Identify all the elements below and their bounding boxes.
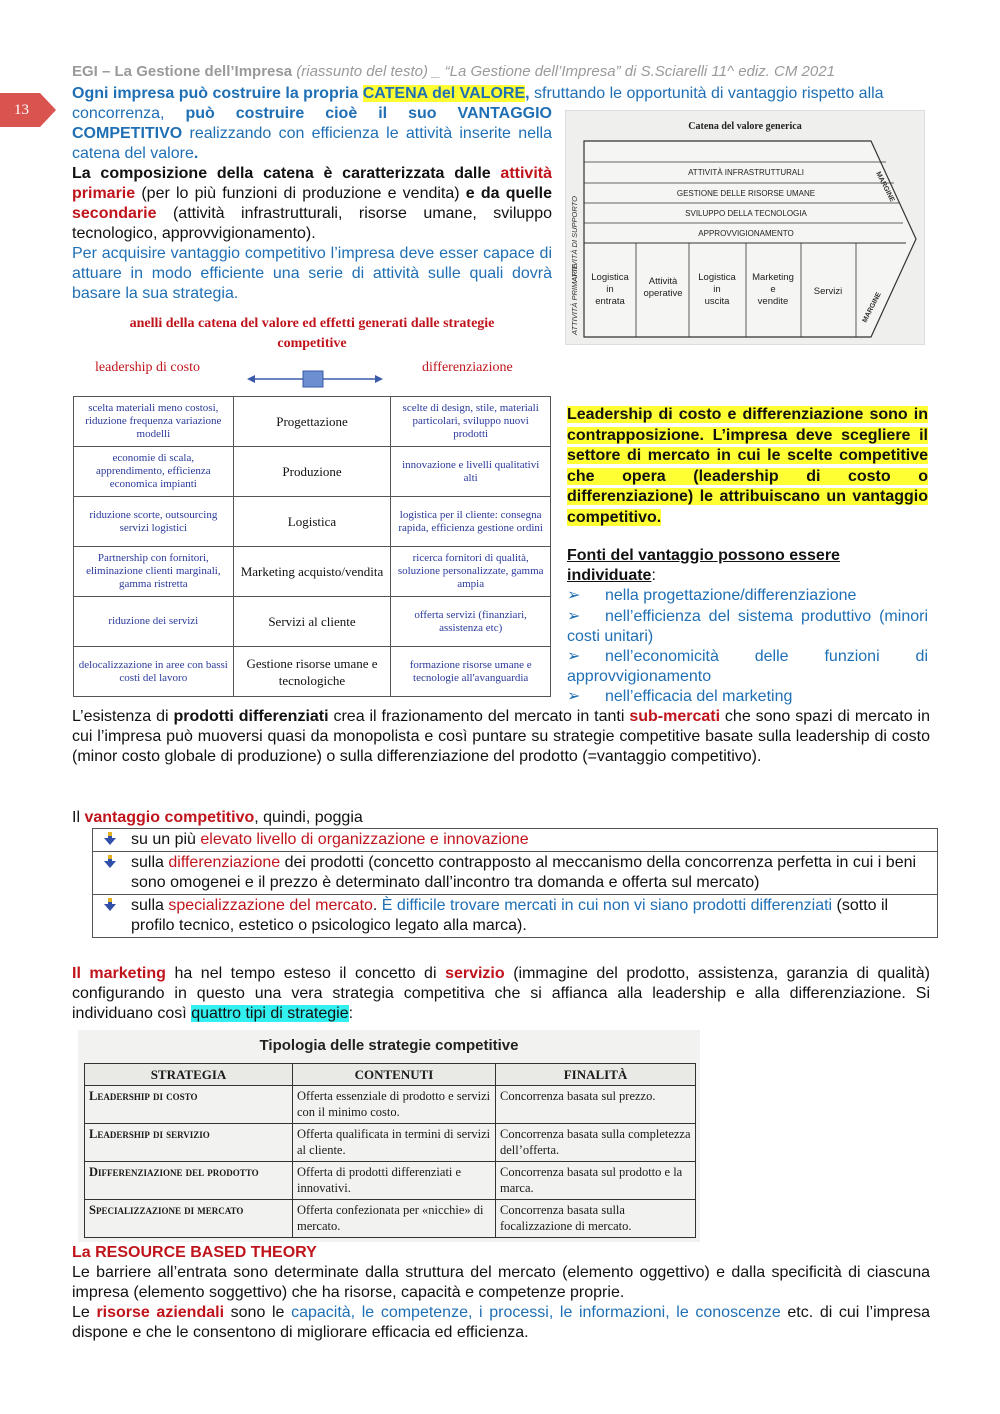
vantaggio-basis-cell: sulla specializzazione del mercato. È difficile trovare mercati in cui non vi siano prodotti differenziati (sotto il profilo tecnico, estetico o psicologico legato alla marca). [93, 895, 938, 938]
strategy-name-cell: Differenziazione del prodotto [85, 1162, 293, 1200]
strategy-goal-cell: Concorrenza basata sulla focalizzazione di mercato. [496, 1200, 696, 1238]
primary-activity-line: Logistica [591, 272, 629, 283]
course-title: EGI – La Gestione dell’Impresa [72, 63, 293, 80]
intro-part1: Ogni impresa può costruire la propria [72, 85, 363, 102]
differenziazione-heading: differenziazione [422, 360, 513, 375]
risorse-aziendali: risorse aziendali [96, 1304, 225, 1321]
comp-table-row [74, 397, 551, 447]
comp-d: e da quelle [465, 185, 553, 202]
comp-f: (attività infrastrutturali, risorse umane, sviluppo tecnologico, approvvigionamento). [72, 205, 552, 242]
strategy-name-cell: Specializzazione di mercato [85, 1200, 293, 1238]
leadership-costo-heading: leadership di costo [95, 360, 200, 375]
strategy-content-cell: Offerta confezionata per «nicchie» di mercato. [293, 1200, 496, 1238]
down-arrow-bullet-icon [103, 832, 117, 846]
comp-table-row [74, 597, 551, 647]
support-activity-4: APPROVVIGIONAMENTO [698, 229, 794, 238]
prodotti-differenziati-paragraph: L’esistenza di prodotti differenziati crea il frazionamento del mercato in tanti sub-mercati che sono spazi di mercato in cui l’impresa può muoversi quasi da monopolista e così puntare su strategie competitive basate sulla leadership di costo (minor costo globale di produzione) o sulla differenziazione del prodotto (=vantaggio competitivo). [72, 708, 931, 765]
arrow-bullet-icon: ➢ [567, 688, 581, 706]
strategies-row [85, 1200, 696, 1238]
strategy-goal-cell: Concorrenza basata sul prodotto e la marca. [496, 1162, 696, 1200]
rbt-paragraph-2: Le risorse aziendali sono le capacità, le competenze, i processi, le informazioni, le conoscenze etc. di cui l’impresa dispone e che le consentono di migliorare efficacia ed efficienza. [72, 1304, 931, 1341]
comp-primarie: attività primarie [72, 165, 552, 202]
page-number: 13 [14, 102, 29, 118]
fonti-heading: Fonti del vantaggio possono essere individuate: [567, 547, 840, 585]
arrow-bullet-icon: ➢ [567, 587, 581, 605]
comp-effects-table [73, 396, 551, 697]
strategy-content-cell: Offerta di prodotti differenziati e innovativi. [293, 1162, 496, 1200]
primary-activity-line: operative [643, 288, 683, 299]
fonti-item: ➢ nell’economicità delle funzioni di approvvigionamento [567, 648, 928, 686]
intro-comma: , [525, 85, 530, 102]
comp-table-row [74, 497, 551, 547]
down-arrow-bullet-icon [103, 898, 117, 912]
comp-cell-anello: Gestione risorse umane e tecnologiche [233, 647, 391, 697]
comp-cell-costo: scelta materiali meno costosi, riduzione frequenza variazione modelli [74, 397, 234, 447]
vantaggio-a2: può costruire cioè il suo VANTAGGIO COMPETITIVO [72, 105, 552, 142]
arrow-bullet-icon: ➢ [567, 648, 581, 666]
strategy-content-cell: Offerta essenziale di prodotto e servizi con il minimo costo. [293, 1086, 496, 1124]
comp-cell-anello: Progettazione [233, 397, 391, 447]
comp-table-row [74, 447, 551, 497]
double-arrow-icon [245, 368, 385, 390]
strategies-title: Tipologia delle strategie competitive [259, 1037, 519, 1054]
strategies-row [85, 1124, 696, 1162]
vantaggio-basis-cell: su un più elevato livello di organizzazione e innovazione [93, 829, 938, 852]
primary-activity-line: vendite [757, 296, 789, 307]
vantaggio-competitivo: vantaggio competitivo [84, 809, 255, 826]
margin-label-bottom: MARGINE [861, 291, 883, 324]
intro-part2: sfruttando le opportunità di vantaggio rispetto alla [529, 85, 884, 102]
comp-cell-differenziazione: innovazione e livelli qualitativi alti [391, 447, 551, 497]
comp-table-row [74, 647, 551, 697]
page-header [72, 62, 932, 82]
strategies-table [84, 1063, 696, 1238]
support-activities-label: ATTIVITÀ DI SUPPORTO [570, 196, 579, 282]
vantaggio-basis-row [93, 895, 938, 938]
fonti-item: ➢ nell’efficacia del marketing [567, 687, 928, 707]
rbt-paragraph-1: Le barriere all’entrata sono determinate dalla struttura del mercato (elemento oggettivo) e dalla specificità di ciascuna impresa (elemento soggettivo) che ha risorse, capacità e competenze proprie. [72, 1264, 930, 1301]
primary-activity-line: entrata [595, 296, 625, 307]
comp-secondarie: secondarie [72, 205, 157, 222]
primary-activity-line: Attività [648, 276, 678, 287]
strategies-row [85, 1162, 696, 1200]
sub-mercati: sub-mercati [629, 708, 721, 725]
vantaggio-paragraph [72, 104, 552, 164]
arrow-bullet-icon: ➢ [567, 607, 581, 625]
comp-cell-differenziazione: ricerca fornitori di qualità, soluzione personalizzate, gamma ampia [391, 547, 551, 597]
catena-highlight: CATENA del VALORE [362, 85, 526, 102]
leadership-vs-differenziazione-note [567, 405, 928, 528]
comp-cell-costo: riduzione scorte, outsourcing servizi logistici [74, 497, 234, 547]
comp-cell-costo: delocalizzazione in aree con bassi costi del lavoro [74, 647, 234, 697]
vantaggio-basis-table [92, 828, 938, 938]
strategy-goal-cell: Concorrenza basata sul prezzo. [496, 1086, 696, 1124]
primary-activity-line: in [713, 284, 721, 295]
strategies-header-strategia: STRATEGIA [85, 1064, 293, 1086]
support-activity-3: SVILUPPO DELLA TECNOLOGIA [685, 209, 807, 218]
fonti-vantaggio [567, 546, 928, 708]
vantaggio-basis-row [93, 829, 938, 852]
fonti-vantaggio-word: vantaggio [638, 547, 714, 564]
comp-table-row [74, 547, 551, 597]
intro-line [72, 84, 930, 104]
vantaggio-a3: realizzando con efficienza le attività inserite nella catena del valore [72, 125, 552, 162]
strategies-row [85, 1086, 696, 1124]
prodotti-differenziati: prodotti differenziati [173, 708, 329, 725]
fonti-item: ➢ nell’efficienza del sistema produttivo (minori costi unitari) [567, 607, 928, 645]
comp-title-line2: competitive [277, 336, 347, 351]
strategy-goal-cell: Concorrenza basata sulla completezza dell’offerta. [496, 1124, 696, 1162]
strategy-name-cell: Leadership di servizio [85, 1124, 293, 1162]
comp-cell-anello: Marketing acquisto/vendita [233, 547, 391, 597]
left-column-text [72, 104, 552, 304]
comp-cell-differenziazione: formazione risorse umane e tecnologie all'avanguardia [391, 647, 551, 697]
vantaggio-basis-row [93, 852, 938, 895]
strategia-paragraph: Per acquisire vantaggio competitivo l’impresa deve esser capace di attuare in modo efficiente una serie di attività sulle quali dovrà basare la sua strategia. [72, 245, 552, 302]
down-arrow-bullet-icon [103, 855, 117, 869]
support-activity-1: ATTIVITÀ INFRASTRUTTURALI [688, 168, 804, 177]
comp-cell-costo: economie di scala, apprendimento, efficienza economica impianti [74, 447, 234, 497]
comp-table-title [72, 314, 552, 354]
value-chain-diagram [566, 111, 926, 346]
strategy-name-cell: Leadership di costo [85, 1086, 293, 1124]
comp-cell-anello: Servizi al cliente [233, 597, 391, 647]
primary-activity-line: e [770, 284, 776, 295]
fonti-item: ➢ nella progettazione/differenziazione [567, 586, 928, 606]
comp-cell-anello: Produzione [233, 447, 391, 497]
comp-title-line1: anelli della catena del valore ed effetti generati dalle strategie [129, 316, 495, 331]
comp-a: La composizione della catena è caratterizzata dalle [72, 165, 501, 182]
composizione-paragraph [72, 164, 552, 244]
comp-cell-costo: riduzione dei servizi [74, 597, 234, 647]
margin-label-top: MARGINE [874, 170, 896, 204]
strategies-header-finalita: FINALITÀ [496, 1064, 696, 1086]
value-chain-title: Catena del valore generica [688, 121, 802, 132]
comp-cell-anello: Logistica [233, 497, 391, 547]
yellow-note-text: Leadership di costo e differenziazione sono in contrapposizione. L’impresa deve scegliere il settore di mercato in cui le scelte competitive che opera (leadership di costo o differenziazione) le attribuiscano un vantaggio competitivo. [567, 406, 928, 526]
vantaggio-dot: . [193, 145, 199, 162]
quattro-strategie-highlight: quattro tipi di strategie [191, 1005, 349, 1022]
strategies-header-contenuti: CONTENUTI [293, 1064, 496, 1086]
course-subtitle: (riassunto del testo) _ “La Gestione dell’Impresa” di S.Sciarelli 11^ ediz. CM 2021 [296, 63, 835, 80]
comp-cell-differenziazione: offerta servizi (finanziari, assistenza etc) [391, 597, 551, 647]
vantaggio-intro: Il vantaggio competitivo, quindi, poggia [72, 809, 363, 826]
strategies-figure [78, 1030, 700, 1242]
primary-activity-2 [643, 276, 682, 299]
strategy-content-cell: Offerta qualificata in termini di servizi al cliente. [293, 1124, 496, 1162]
comp-c: (per lo più funzioni di produzione e vendita) [135, 185, 466, 202]
marketing-word: Il marketing [72, 965, 166, 982]
value-chain-figure [565, 110, 925, 345]
servizio-word: servizio [445, 965, 505, 982]
support-activity-2: GESTIONE DELLE RISORSE UMANE [676, 189, 816, 198]
vantaggio-basis-cell: sulla differenziazione dei prodotti (concetto contrapposto al meccanismo della concorrenza perfetta in cui i beni sono omogenei e il prezzo è determinato dall’incontro tra domanda e offerta sul mercato) [93, 852, 938, 895]
comp-cell-differenziazione: logistica per il cliente: consegna rapida, efficienza gestione ordini [391, 497, 551, 547]
comp-cell-differenziazione: scelte di design, stile, materiali particolari, sviluppo nuovi prodotti [391, 397, 551, 447]
marketing-paragraph: Il marketing ha nel tempo esteso il concetto di servizio (immagine del prodotto, assistenza, garanzia di qualità) configurando in questo una vera strategia competitiva che si affianca alla leadership e alla differenziazione. Si individuano così quattro tipi di strategie: [72, 965, 930, 1022]
primary-activity-line: Servizi [813, 286, 843, 297]
primary-activity-line: Marketing [752, 272, 794, 283]
primary-activity-line: in [606, 284, 614, 295]
primary-activity-5 [814, 286, 843, 297]
vantaggio-a1: concorrenza, [72, 105, 165, 122]
primary-activity-line: Logistica [698, 272, 736, 283]
capacita-competenze: capacità, le competenze, i processi, le informazioni, le conoscenze [291, 1304, 781, 1321]
rbt-title: La RESOURCE BASED THEORY [72, 1244, 317, 1261]
primary-activity-line: uscita [704, 296, 730, 307]
comp-cell-costo: Partnership con fornitori, eliminazione clienti marginali, gamma ristretta [74, 547, 234, 597]
primary-activities-label: ATTIVITÀ PRIMARIE [570, 264, 579, 335]
